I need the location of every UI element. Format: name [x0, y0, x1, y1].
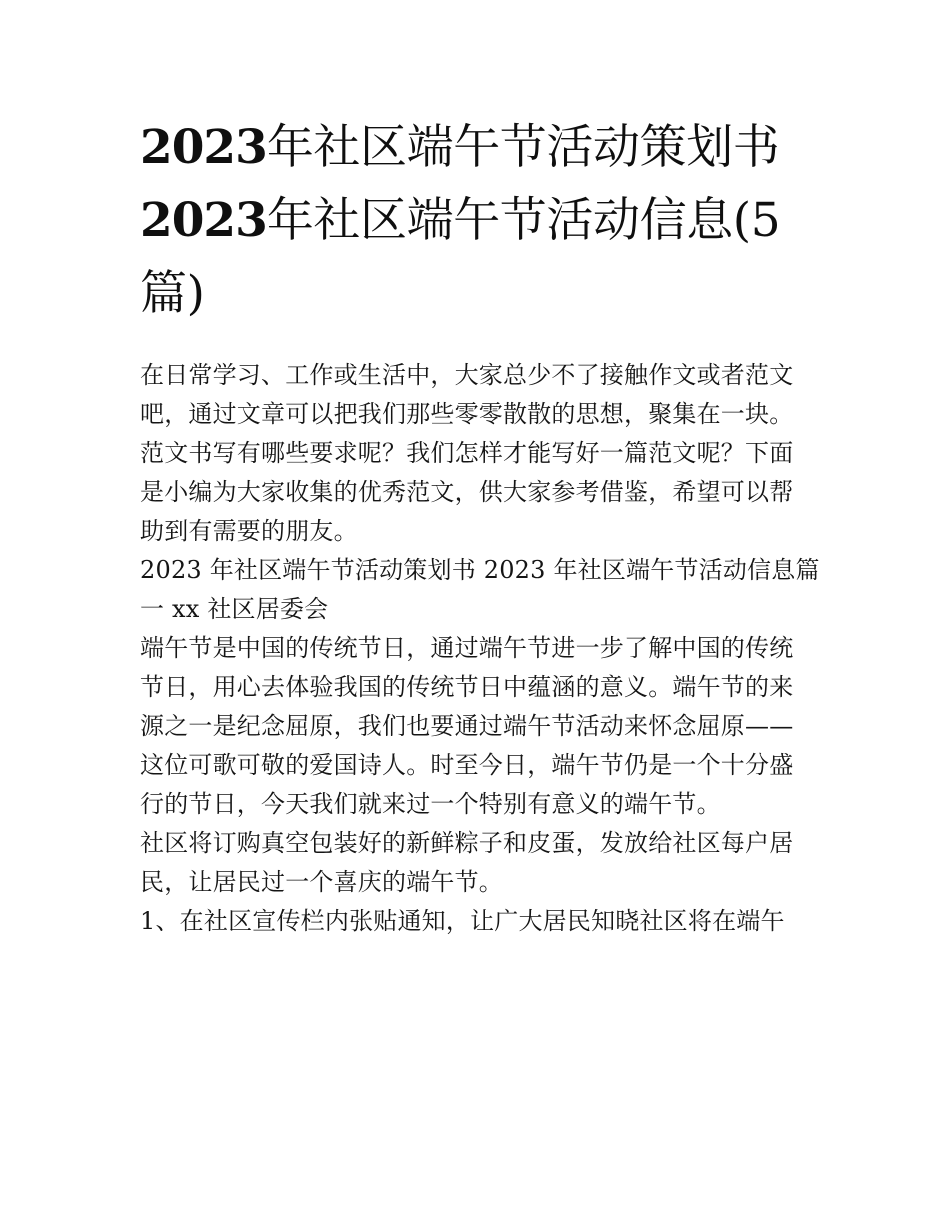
document-body: [140, 356, 820, 941]
body-line: 端午节是中国的传统节日，通过端午节进一步了解中国的传统: [140, 634, 794, 662]
title-line-1: [140, 111, 820, 184]
body-line: 行的节日，今天我们就来过一个特别有意义的端午节。: [140, 790, 721, 818]
title-line-2: [140, 184, 820, 257]
intro-line: 在日常学习、工作或生活中，大家总少不了接触作文或者范文: [140, 361, 794, 389]
document-title: [140, 111, 820, 330]
body-line: 这位可歌可敬的爱国诗人。时至今日，端午节仍是一个十分盛: [140, 751, 794, 779]
body-line: 1、在社区宣传栏内张贴通知，让广大居民知晓社区将在端午: [140, 907, 785, 935]
title-year-2: 2023: [140, 193, 267, 248]
body-paragraph-3: [140, 902, 820, 941]
intro-line: 助到有需要的朋友。: [140, 517, 358, 545]
body-line: 社区将订购真空包装好的新鲜粽子和皮蛋，发放给社区每户居: [140, 829, 794, 857]
title-year-1: 2023: [140, 120, 267, 175]
body-line: 源之一是纪念屈原，我们也要通过端午节活动来怀念屈原——: [140, 712, 794, 740]
intro-line: 范文书写有哪些要求呢？我们怎样才能写好一篇范文呢？下面: [140, 439, 794, 467]
body-paragraph-2: [140, 824, 820, 902]
title-text-1: 年社区端午节活动策划书: [266, 120, 780, 175]
body-line: 民，让居民过一个喜庆的端午节。: [140, 868, 503, 896]
document-content: [140, 111, 820, 941]
section-heading-line: 2023 年社区端午节活动策划书 2023 年社区端午节活动信息篇: [140, 556, 820, 584]
title-line-3: [140, 257, 820, 330]
intro-line: 是小编为大家收集的优秀范文，供大家参考借鉴，希望可以帮: [140, 478, 794, 506]
section-heading-line: 一 xx 社区居委会: [140, 595, 329, 623]
title-text-2: 年社区端午节活动信息(5: [266, 193, 781, 248]
body-paragraph-1: [140, 629, 820, 824]
title-text-3: 篇): [140, 266, 205, 321]
section-heading: [140, 551, 820, 629]
body-line: 节日，用心去体验我国的传统节日中蕴涵的意义。端午节的来: [140, 673, 794, 701]
intro-line: 吧，通过文章可以把我们那些零零散散的思想，聚集在一块。: [140, 400, 794, 428]
intro-paragraph: [140, 356, 820, 551]
